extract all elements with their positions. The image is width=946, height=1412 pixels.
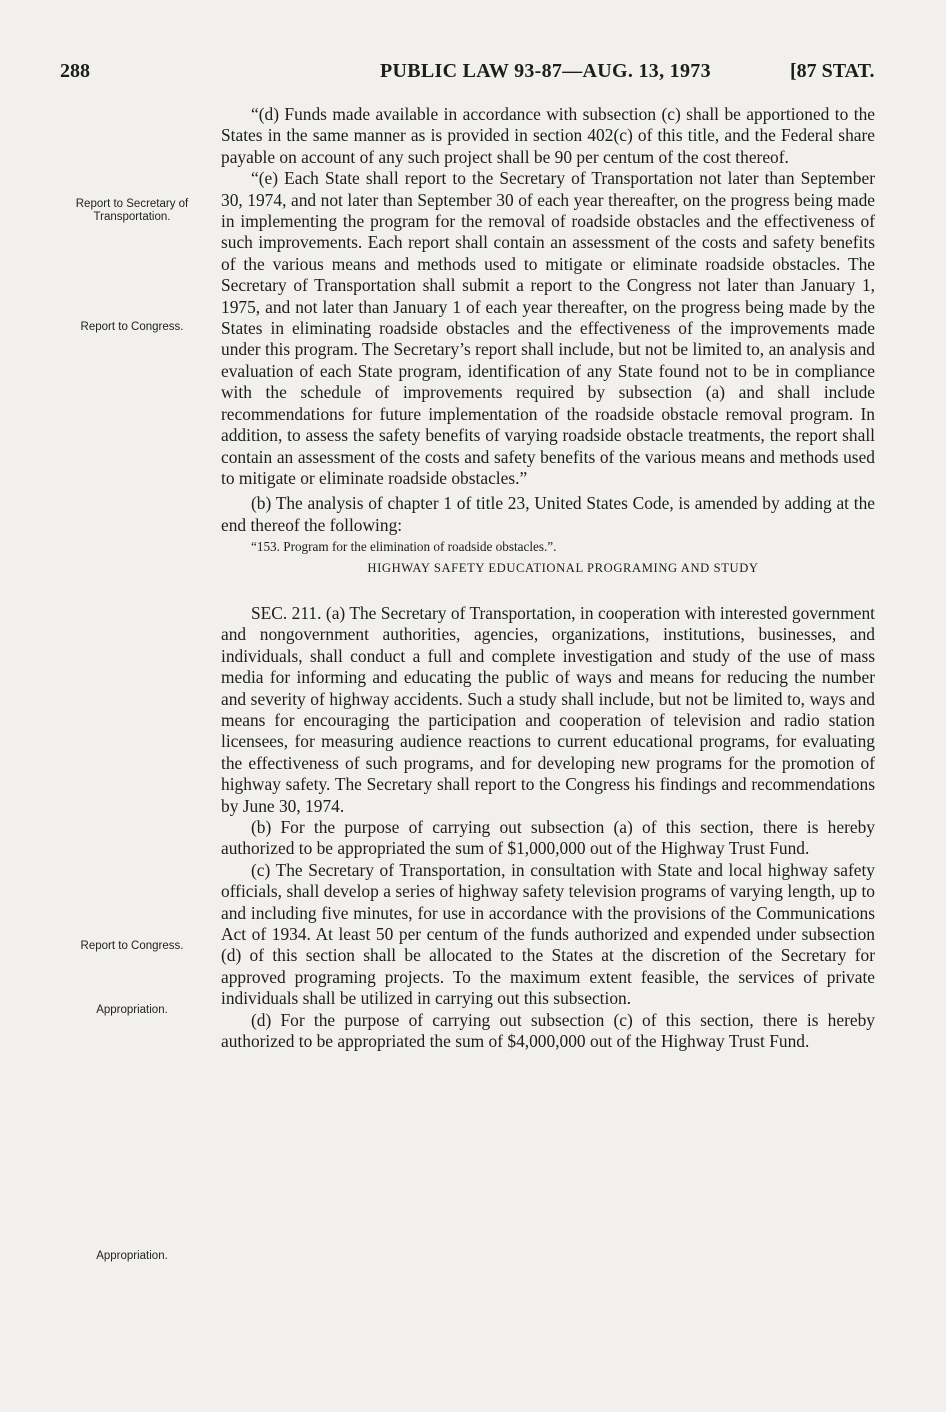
paragraph-sec-211-c: (c) The Secretary of Transportation, in consultation with State and local highway safety officials, shall develop a series of highway safety television programs of varying length, up to and including five minutes, for use in accordance with the provisions of the Communications Act of 1934. At least 50 per centum of the funds authorized and expended under subsection (d) of this section shall be allocated to the States at the discretion of the Secretary for approved programing projects. To the maximum extent feasible, the services of private individuals shall be utilized in carrying out this subsection. xyxy=(221,859,875,1009)
margin-note-report-secretary: Report to Secretary of Transportation. xyxy=(75,198,189,223)
paragraph-analysis-amendment: (b) The analysis of chapter 1 of title 23, United States Code, is amended by adding at the end thereof the following: xyxy=(221,493,875,535)
statute-volume: [87 STAT. xyxy=(790,60,875,82)
margin-note-appropriation-2: Appropriation. xyxy=(96,1250,168,1262)
page-number: 288 xyxy=(60,60,90,82)
margin-note-report-congress-2: Report to Congress. xyxy=(80,940,184,952)
section-heading: HIGHWAY SAFETY EDUCATIONAL PROGRAMING AND STUDY xyxy=(367,560,759,575)
body-text xyxy=(221,104,875,1052)
margin-note-report-congress: Report to Congress. xyxy=(80,321,184,333)
paragraph-sec-211-b: (b) For the purpose of carrying out subsection (a) of this section, there is hereby authorized to be appropriated the sum of $1,000,000 out of the Highway Trust Fund. xyxy=(221,817,875,859)
paragraph-subsection-d: “(d) Funds made available in accordance with subsection (c) shall be apportioned to the States in the same manner as is provided in section 402(c) of this title, and the Federal share payable on account of any such project shall be 90 per centum of the cost thereof. xyxy=(221,104,875,167)
running-header-title: PUBLIC LAW 93-87—AUG. 13, 1973 xyxy=(380,60,711,82)
paragraph-sec-211-a: SEC. 211. (a) The Secretary of Transportation, in cooperation with interested government and nongovernment authorities, agencies, organizations, institutions, businesses, and individuals, shall conduct a full and complete investigation and study of the use of mass media for informing and educating the public of ways and means for reducing the number and severity of highway accidents. Such a study shall include, but not be limited to, ways and means for encouraging the participation and cooperation of television and radio station licensees, for measuring audience reactions to current educational programs, for evaluating the effectiveness of such programs, and for developing new programs for the promotion of highway safety. The Secretary shall report to the Congress his findings and recommendations by June 30, 1974. xyxy=(221,602,875,816)
paragraph-subsection-e: “(e) Each State shall report to the Secretary of Transportation not later than September 30, 1974, and not later than September 30 of each year thereafter, on the progress being made in implementing the program for the removal of roadside obstacles and the effectiveness of such improvements. Each report shall contain an assessment of the costs and safety benefits of the various means and methods used to mitigate or eliminate roadside obstacles. The Secretary of Transportation shall submit a report to the Congress not later than January 1, 1975, and not later than January 1 of each year thereafter, on the progress being made by the States in eliminating roadside obstacles and the effectiveness of the improvements made under this program. The Secretary’s report shall include, but not be limited to, an analysis and evaluation of each State program, identification of any State found not to be in compliance with the schedule of improvements required by subsection (a) and shall include recommendations for future implementation of the roadside obstacle removal program. In addition, to assess the safety benefits of varying roadside obstacle treatments, the report shall contain an assessment of the costs and safety benefits of the various means and methods used to mitigate or eliminate roadside obstacles.” xyxy=(221,168,875,488)
analysis-item-153: “153. Program for the elimination of roadside obstacles.”. xyxy=(251,539,557,555)
margin-note-appropriation: Appropriation. xyxy=(96,1004,168,1016)
paragraph-sec-211-d: (d) For the purpose of carrying out subsection (c) of this section, there is hereby authorized to be appropriated the sum of $4,000,000 out of the Highway Trust Fund. xyxy=(221,1009,875,1052)
